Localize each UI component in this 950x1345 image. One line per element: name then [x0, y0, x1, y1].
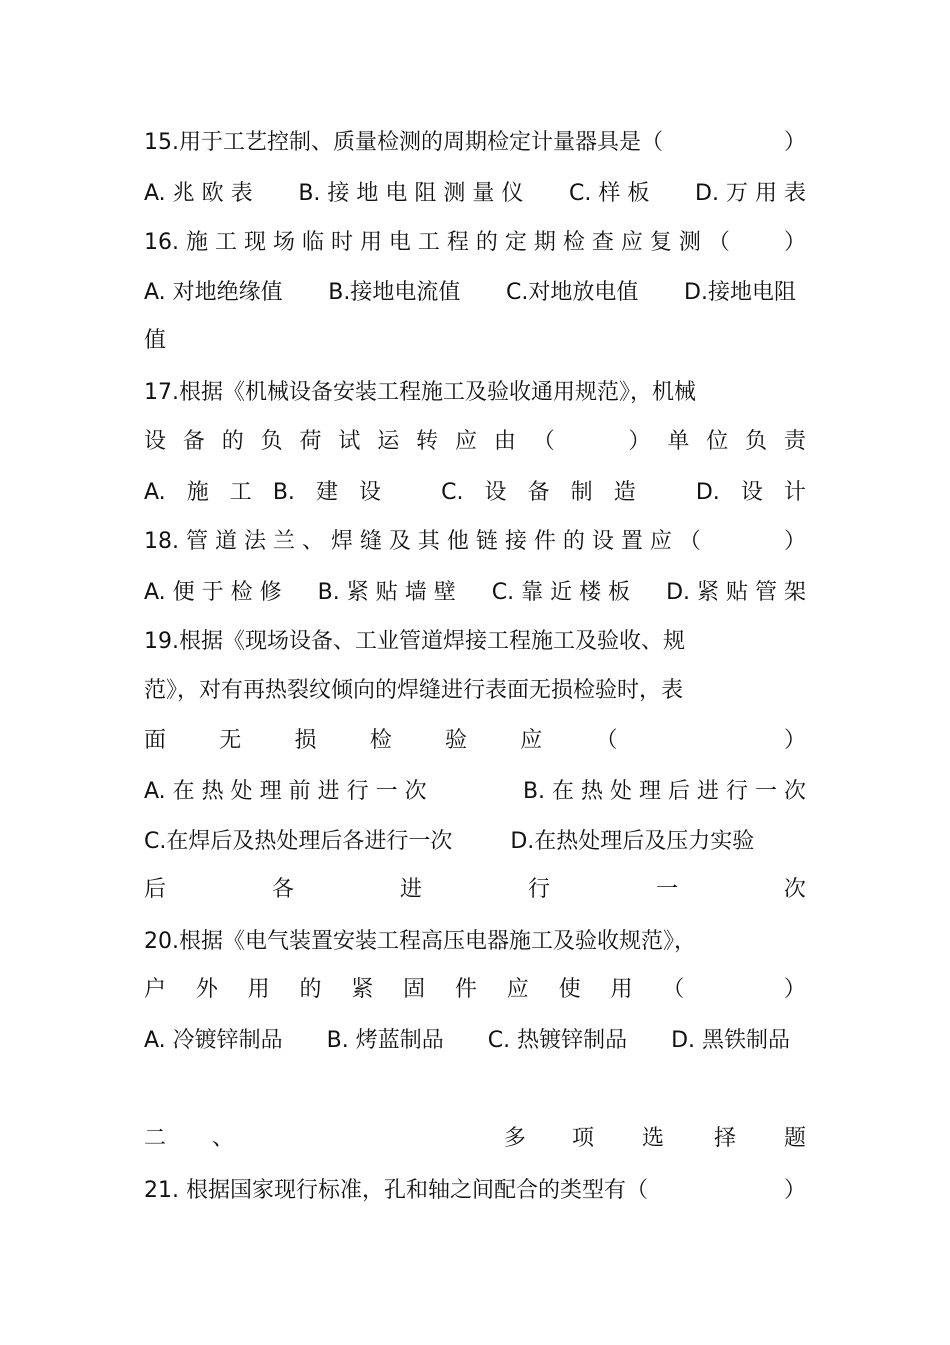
option-b-letter: B. [272, 480, 295, 505]
question-15 [144, 126, 806, 160]
close-paren: ） [783, 728, 806, 753]
option-c: C. 热镀锌制品 [487, 1028, 628, 1053]
question-15-options [144, 177, 806, 211]
char: 转 [416, 429, 439, 454]
char: 次 [783, 877, 806, 902]
option-a-letter: A. [144, 480, 166, 505]
question-17-stem-1: 17.根据《机械设备安装工程施工及验收通用规范》，机械 [144, 380, 696, 405]
char: 进 [399, 877, 422, 902]
option-d: D. 紧 贴 管 架 [666, 580, 806, 605]
char: 责 [783, 429, 806, 454]
char: 位 [706, 429, 729, 454]
question-20-stem-1: 20.根据《电气装置安装工程高压电器施工及验收规范》， [144, 929, 696, 954]
option-c: C.在焊后及热处理后各进行一次 [144, 829, 453, 854]
question-21-stem: 21. 根据国家现行标准，孔和轴之间配合的类型有（ [144, 1178, 648, 1203]
char: 外 [195, 977, 218, 1002]
char: 设 [144, 429, 167, 454]
question-16-wrap [144, 324, 806, 358]
char: 紧 [351, 977, 374, 1002]
char: 行 [527, 877, 550, 902]
option-b: B. 在 热 处 理 后 进 行 一 次 [522, 779, 806, 804]
section-2-heading [144, 1122, 806, 1156]
question-17-options [144, 476, 806, 510]
question-17-line-2 [144, 425, 806, 459]
close-paren: ） [628, 429, 651, 454]
char: 选 [641, 1126, 664, 1151]
question-15-stem: 15.用于工艺控制、质量检测的周期检定计量器具是（ [144, 130, 663, 155]
open-paren: （ [532, 429, 555, 454]
char: 设 [359, 480, 382, 505]
char: 项 [571, 1126, 594, 1151]
char: 使 [558, 977, 581, 1002]
option-a: A. 对地绝缘值 [144, 280, 283, 305]
char: 一 [655, 877, 678, 902]
char: 制 [570, 480, 593, 505]
option-c: C. 靠 近 楼 板 [491, 580, 631, 605]
question-16-close-paren: ） [783, 230, 806, 255]
close-paren: ） [783, 977, 806, 1002]
char: 固 [403, 977, 426, 1002]
option-d: D.在热处理后及压力实验 [510, 829, 755, 854]
question-21-close-paren: ） [783, 1178, 806, 1203]
question-19-line-1 [144, 625, 806, 659]
char: 备 [182, 429, 205, 454]
question-16 [144, 226, 806, 260]
option-b: B. 接 地 电 阻 测 量 仪 [298, 181, 524, 206]
char: 建 [315, 480, 338, 505]
question-20-line-1 [144, 925, 806, 959]
char: 多 [503, 1126, 526, 1151]
char: 应 [520, 728, 543, 753]
question-16-options [144, 276, 796, 310]
question-18-options [144, 576, 806, 610]
char: 题 [783, 1126, 806, 1151]
question-19-line-2 [144, 674, 806, 708]
question-19-options-ab [144, 775, 806, 809]
char: 的 [221, 429, 244, 454]
char: 的 [299, 977, 322, 1002]
char: 应 [455, 429, 478, 454]
question-18 [144, 525, 806, 559]
question-19-wrap [144, 873, 806, 907]
char: 备 [527, 480, 550, 505]
char: 应 [506, 977, 529, 1002]
char: 由 [493, 429, 516, 454]
char: 户 [144, 977, 167, 1002]
option-b: B. 烤蓝制品 [326, 1028, 444, 1053]
char: 后 [144, 877, 167, 902]
question-19-stem-1: 19.根据《现场设备、工业管道焊接工程施工及验收、规 [144, 629, 685, 654]
char: 二 [144, 1126, 167, 1151]
char: 设 [740, 480, 763, 505]
char: 择 [713, 1126, 736, 1151]
char: 损 [294, 728, 317, 753]
char: 荷 [299, 429, 322, 454]
char: 单 [667, 429, 690, 454]
question-20-options [144, 1024, 790, 1058]
option-a: A. 兆 欧 表 [144, 181, 253, 206]
question-20-line-2 [144, 973, 806, 1007]
char: 件 [454, 977, 477, 1002]
char: 用 [610, 977, 633, 1002]
option-a: A. 便 于 检 修 [144, 580, 282, 605]
option-d-continued: 值 [144, 328, 167, 353]
question-19-line-3 [144, 724, 806, 758]
char: 面 [144, 728, 167, 753]
char: 工 [229, 480, 252, 505]
option-d: D. 万 用 表 [695, 181, 806, 206]
option-d: D.接地电阻 [684, 280, 796, 305]
question-21 [144, 1174, 806, 1208]
char: 设 [484, 480, 507, 505]
question-16-stem: 16. 施 工 现 场 临 时 用 电 工 程 的 定 期 检 查 应 复 测 （ [144, 230, 730, 255]
option-d-letter: D. [695, 480, 720, 505]
question-17-line-1 [144, 376, 806, 410]
char: 无 [219, 728, 242, 753]
question-18-close-paren: ） [783, 529, 806, 554]
option-a: A. 在 热 处 理 前 进 行 一 次 [144, 779, 427, 804]
char: 验 [445, 728, 468, 753]
option-c: C. 样 板 [569, 181, 650, 206]
char: 、 [212, 1126, 235, 1151]
char: 负 [260, 429, 283, 454]
option-b: B.接地电流值 [328, 280, 461, 305]
char: 各 [271, 877, 294, 902]
question-19-options-cd [144, 825, 806, 859]
char: 运 [377, 429, 400, 454]
option-b: B. 紧 贴 墙 壁 [317, 580, 456, 605]
question-19-stem-2: 范》，对有再热裂纹倾向的焊缝进行表面无损检验时，表 [144, 678, 684, 703]
char: 造 [613, 480, 636, 505]
char: 计 [783, 480, 806, 505]
char: 负 [745, 429, 768, 454]
question-15-close-paren: ） [783, 130, 806, 155]
option-d: D. 黑铁制品 [671, 1028, 790, 1053]
char: 用 [247, 977, 270, 1002]
char: 施 [186, 480, 209, 505]
char: 检 [369, 728, 392, 753]
option-c-letter: C. [441, 480, 464, 505]
open-paren: （ [595, 728, 618, 753]
char: 试 [338, 429, 361, 454]
question-18-stem: 18. 管 道 法 兰 、 焊 缝 及 其 他 链 接 件 的 设 置 应 （ [144, 529, 701, 554]
option-a: A. 冷镀锌制品 [144, 1028, 283, 1053]
open-paren: （ [662, 977, 685, 1002]
option-c: C.对地放电值 [506, 280, 639, 305]
